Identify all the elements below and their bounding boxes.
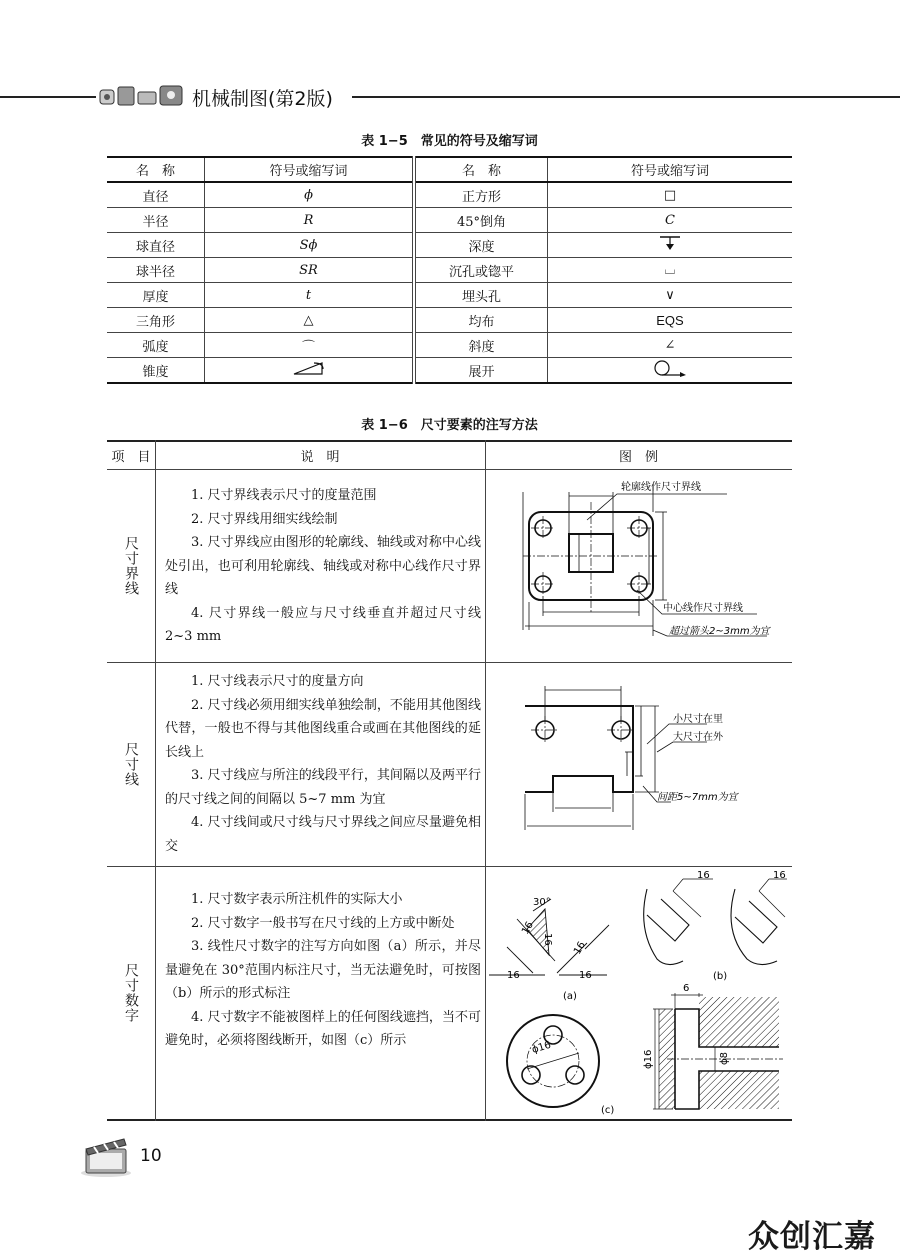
- fig3a-caption: (a): [563, 991, 577, 1002]
- fig1-label-overshoot: 超过箭头2~3mm为宜: [669, 626, 770, 637]
- fig3a-dim-16c: 16: [572, 939, 588, 957]
- item-extension-line: 尺寸界线: [123, 536, 139, 596]
- dimension-elements-table: [107, 440, 792, 1121]
- table-cell: ⌒: [205, 333, 415, 358]
- book-title: 机械制图(第2版): [192, 88, 333, 110]
- fig3c-caption: (c): [601, 1105, 615, 1116]
- table-cell: 三角形: [107, 308, 205, 333]
- table-cell: t: [205, 283, 415, 308]
- table-cell: C: [548, 208, 793, 233]
- watermark: 众创汇嘉: [748, 1219, 876, 1255]
- table-cell: EQS: [548, 308, 793, 333]
- table-cell: 半径: [107, 208, 205, 233]
- fig3c-dim-6: 6: [683, 983, 690, 994]
- table-cell: 直径: [107, 182, 205, 208]
- table-cell: 球直径: [107, 233, 205, 258]
- table-cell: ∨: [548, 283, 793, 308]
- header-name-2: 名 称: [414, 157, 548, 182]
- fig3c-phi16: ϕ16: [530, 1039, 553, 1056]
- description-line: 3. 线性尺寸数字的注写方向如图（a）所示，并尽量避免在 30°范围内标注尺寸，当无法避免时，可按图（b）所示的形式标注: [165, 939, 481, 1001]
- description-line: 2. 尺寸界线用细实线绘制: [191, 511, 338, 527]
- description-dimension-number: [165, 888, 481, 1053]
- symbols-table: [107, 156, 792, 384]
- dimension-number-figure: [487, 869, 791, 1117]
- table-cell: 正方形: [414, 182, 548, 208]
- table-cell: 埋头孔: [414, 283, 548, 308]
- description-line: 4. 尺寸界线一般应与尺寸线垂直并超过尺寸线 2~3 mm: [165, 605, 481, 644]
- description-line: 2. 尺寸数字一般书写在尺寸线的上方或中断处: [191, 915, 455, 931]
- table-cell: □: [548, 182, 793, 208]
- fig3a-dim-16d: 16: [507, 970, 520, 981]
- table-cell: 均布: [414, 308, 548, 333]
- header-name-1: 名 称: [107, 157, 205, 182]
- development-symbol-icon: [548, 358, 793, 384]
- table-cell: 厚度: [107, 283, 205, 308]
- fig3b-caption: (b): [713, 971, 728, 982]
- table-rule: [107, 440, 792, 442]
- fig1-label-outline: 轮廓线作尺寸界线: [621, 482, 701, 493]
- header-rule-right: [352, 96, 900, 98]
- table-cell: 球半径: [107, 258, 205, 283]
- dimension-line-figure: [487, 666, 791, 864]
- header-symbol-2: 符号或缩写词: [548, 157, 793, 182]
- header-symbol-1: 符号或缩写词: [205, 157, 415, 182]
- fig3c-phi8: ϕ8: [719, 1052, 730, 1065]
- table-cell: 深度: [414, 233, 548, 258]
- fig3c-phi16-side: ϕ16: [643, 1049, 654, 1069]
- header-rule-left: [0, 96, 96, 98]
- table-rule: [107, 866, 792, 867]
- fig3b-dim-16a: 16: [697, 870, 710, 881]
- clapperboard-icon: [80, 1135, 132, 1177]
- fig3b-dim-16b: 16: [773, 870, 786, 881]
- fig3a-angle-30: 30°: [533, 897, 551, 908]
- table-cell: △: [205, 308, 415, 333]
- header-description: 说 明: [300, 450, 340, 465]
- description-line: 4. 尺寸数字不能被图样上的任何图线遮挡，当不可避免时，必须将图线断开，如图（c）所示: [165, 1009, 481, 1048]
- description-line: 3. 尺寸界线应由图形的轮廓线、轴线或对称中心线处引出，也可利用轮廓线、轴线或对称中心线作尺寸界线: [165, 535, 481, 597]
- table-cell: 斜度: [414, 333, 548, 358]
- table-cell: 展开: [414, 358, 548, 384]
- header-logo-icon: [98, 84, 186, 108]
- description-line: 1. 尺寸数字表示所注机件的实际大小: [191, 892, 403, 907]
- table-cell: 45°倒角: [414, 208, 548, 233]
- fig2-label-small-inside: 小尺寸在里: [673, 714, 723, 725]
- table-cell: Sϕ: [205, 233, 415, 258]
- fig2-label-spacing: 间距5~7mm为宜: [657, 792, 738, 803]
- fig3a-dim-16a: 16: [520, 919, 536, 937]
- description-line: 3. 尺寸线应与所注的线段平行，其间隔以及两平行的尺寸线之间的间隔以 5~7 mm 为宜: [165, 768, 481, 807]
- table-rule: [107, 1119, 792, 1121]
- depth-symbol-icon: [548, 233, 793, 258]
- header-item: 项 目: [111, 450, 151, 465]
- table-rule: [155, 440, 156, 1121]
- table-1-6-caption: 表 1−6 尺寸要素的注写方法: [361, 418, 538, 433]
- taper-symbol-icon: [205, 358, 415, 384]
- table-cell: R: [205, 208, 415, 233]
- table-rule: [107, 662, 792, 663]
- description-line: 2. 尺寸线必须用细实线单独绘制，不能用其他图线代替，一般也不得与其他图线重合或画在其他图线的延长线上: [165, 697, 481, 760]
- description-line: 1. 尺寸线表示尺寸的度量方向: [191, 674, 364, 689]
- page-number: 10: [140, 1146, 162, 1166]
- table-rule: [485, 440, 486, 1121]
- description-line: 4. 尺寸线间或尺寸线与尺寸界线之间应尽量避免相交: [165, 815, 481, 854]
- table-cell: 沉孔或锪平: [414, 258, 548, 283]
- table-cell: 锥度: [107, 358, 205, 384]
- item-dimension-line: 尺寸线: [123, 742, 139, 787]
- extension-line-figure: [487, 472, 791, 660]
- table-rule: [107, 469, 792, 470]
- table-1-5-caption: 表 1−5 常见的符号及缩写词: [361, 134, 538, 149]
- fig3a-dim-16e: 16: [579, 970, 592, 981]
- description-line: 1. 尺寸界线表示尺寸的度量范围: [191, 488, 377, 503]
- table-cell: ϕ: [205, 182, 415, 208]
- fig3a-dim-16b: 16: [542, 933, 553, 946]
- fig1-label-centerline: 中心线作尺寸界线: [663, 603, 743, 614]
- table-cell: 弧度: [107, 333, 205, 358]
- description-extension-line: [165, 484, 481, 649]
- table-cell: ∠: [548, 333, 793, 358]
- item-dimension-number: 尺寸数字: [123, 963, 139, 1023]
- fig2-label-large-outside: 大尺寸在外: [673, 732, 723, 743]
- table-cell: ⌴: [548, 258, 793, 283]
- description-dimension-line: [165, 670, 481, 858]
- table-cell: SR: [205, 258, 415, 283]
- header-example: 图 例: [618, 450, 658, 465]
